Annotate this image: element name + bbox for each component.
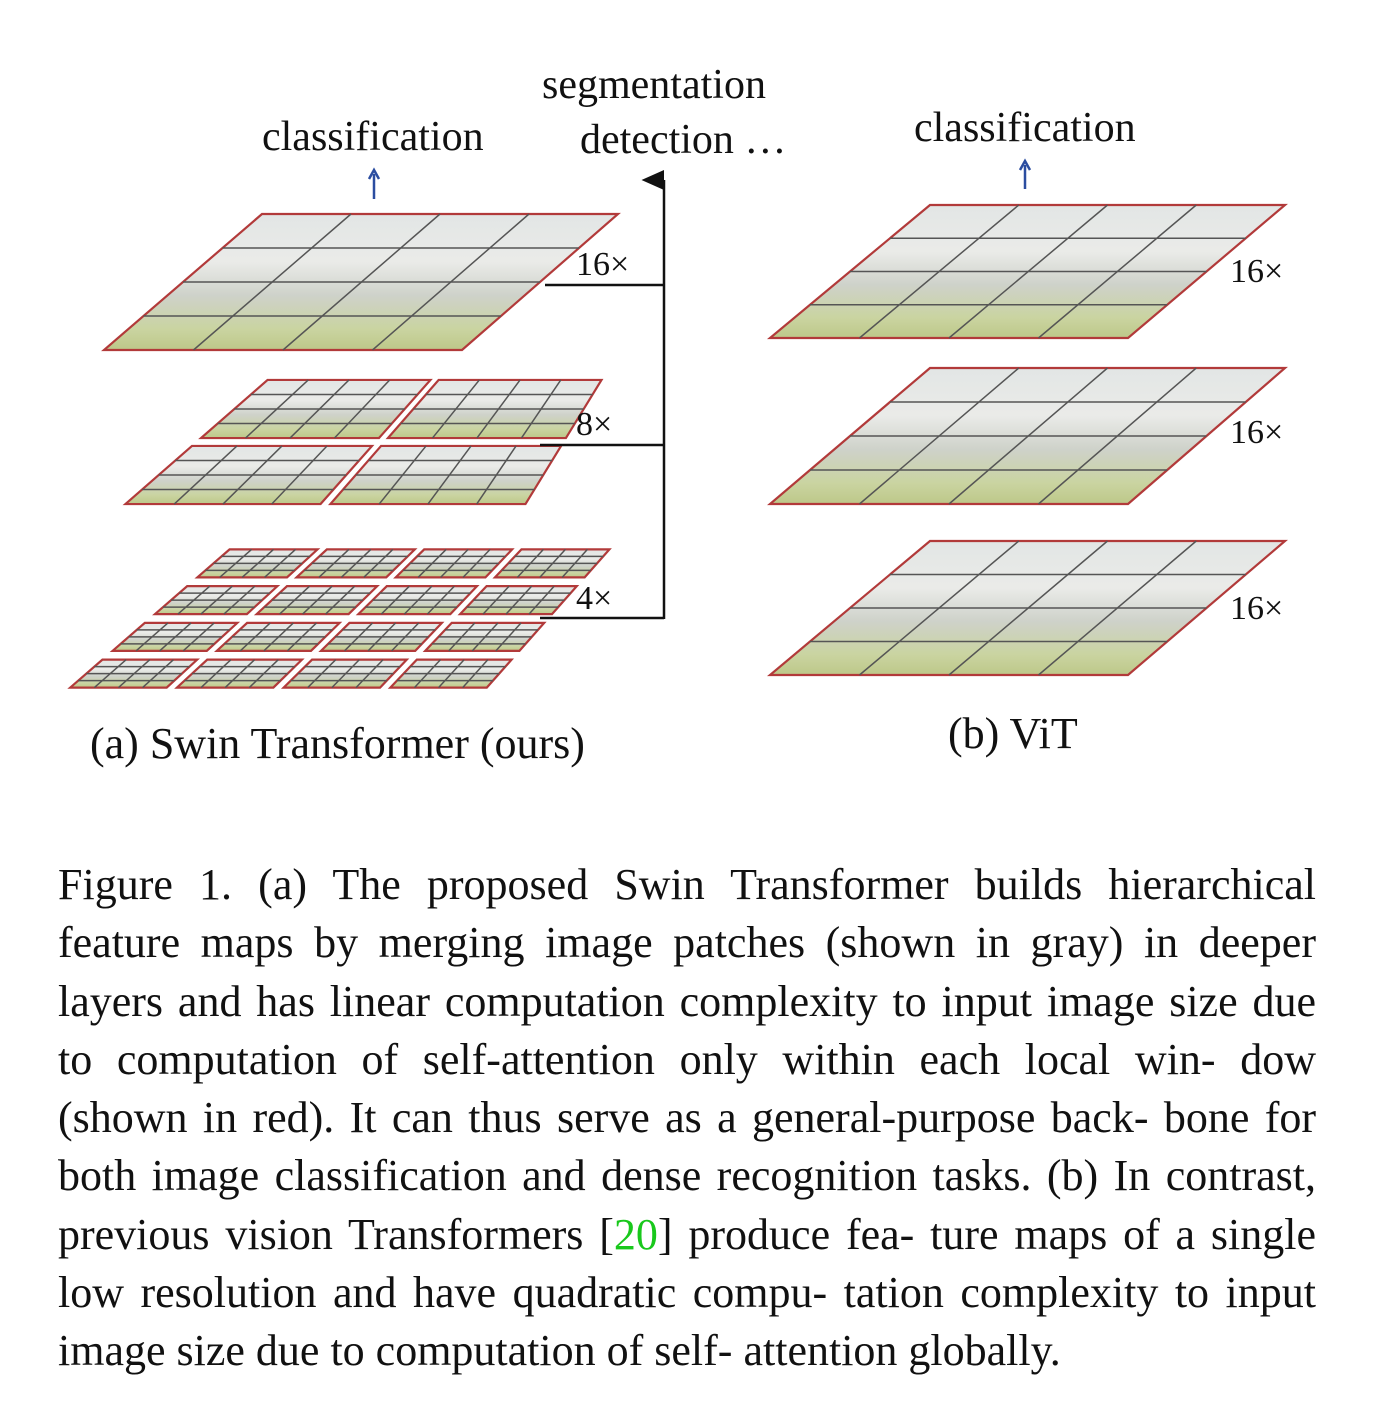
panel-a-segmentation-label: segmentation [542, 62, 766, 108]
panel-b-scale-16x-top: 16× [1230, 253, 1284, 290]
panel-a-scale-4x: 4× [576, 580, 613, 617]
panel-a-scale-8x: 8× [576, 406, 613, 443]
panel-a-scale-16x: 16× [576, 246, 630, 283]
caption-text-part-1: Figure 1. (a) The proposed Swin Transformer builds hierarchical feature maps by merging image patches (shown in gray) in deeper layers and has linear computation complexity to input image size due to computation of self-attention only within each local win- dow (shown in red). It can thus serve as a general-purpose back- bone for both image classification and dense recognition tasks. (b) In contrast, previous vision Transformers [ [58, 860, 1316, 1259]
vit-layer-middle [770, 368, 1285, 504]
panel-a-classification-label: classification [262, 114, 484, 160]
vit-layer-top [770, 205, 1285, 338]
panel-b-classification-label: classification [914, 105, 1136, 151]
panel-b-subcaption: (b) ViT [948, 709, 1078, 758]
citation-link-20[interactable]: 20 [613, 1209, 658, 1259]
swin-stage-8x [125, 380, 601, 504]
panel-b-scale-16x-bottom: 16× [1230, 590, 1284, 627]
panel-a-subcaption: (a) Swin Transformer (ours) [90, 719, 585, 768]
panel-a-detection-label: detection … [580, 117, 787, 163]
swin-stage-16x [104, 214, 618, 350]
panel-b-scale-16x-middle: 16× [1230, 414, 1284, 451]
figure-caption [58, 856, 1316, 1381]
caption-text-part-2: ] produce fea- ture maps of a single low resolution and have quadratic compu- tation complexity to input image size due to computation of self- attention globally. [58, 1209, 1317, 1376]
swin-stage-4x [70, 549, 609, 687]
vit-layer-bottom [770, 541, 1285, 675]
